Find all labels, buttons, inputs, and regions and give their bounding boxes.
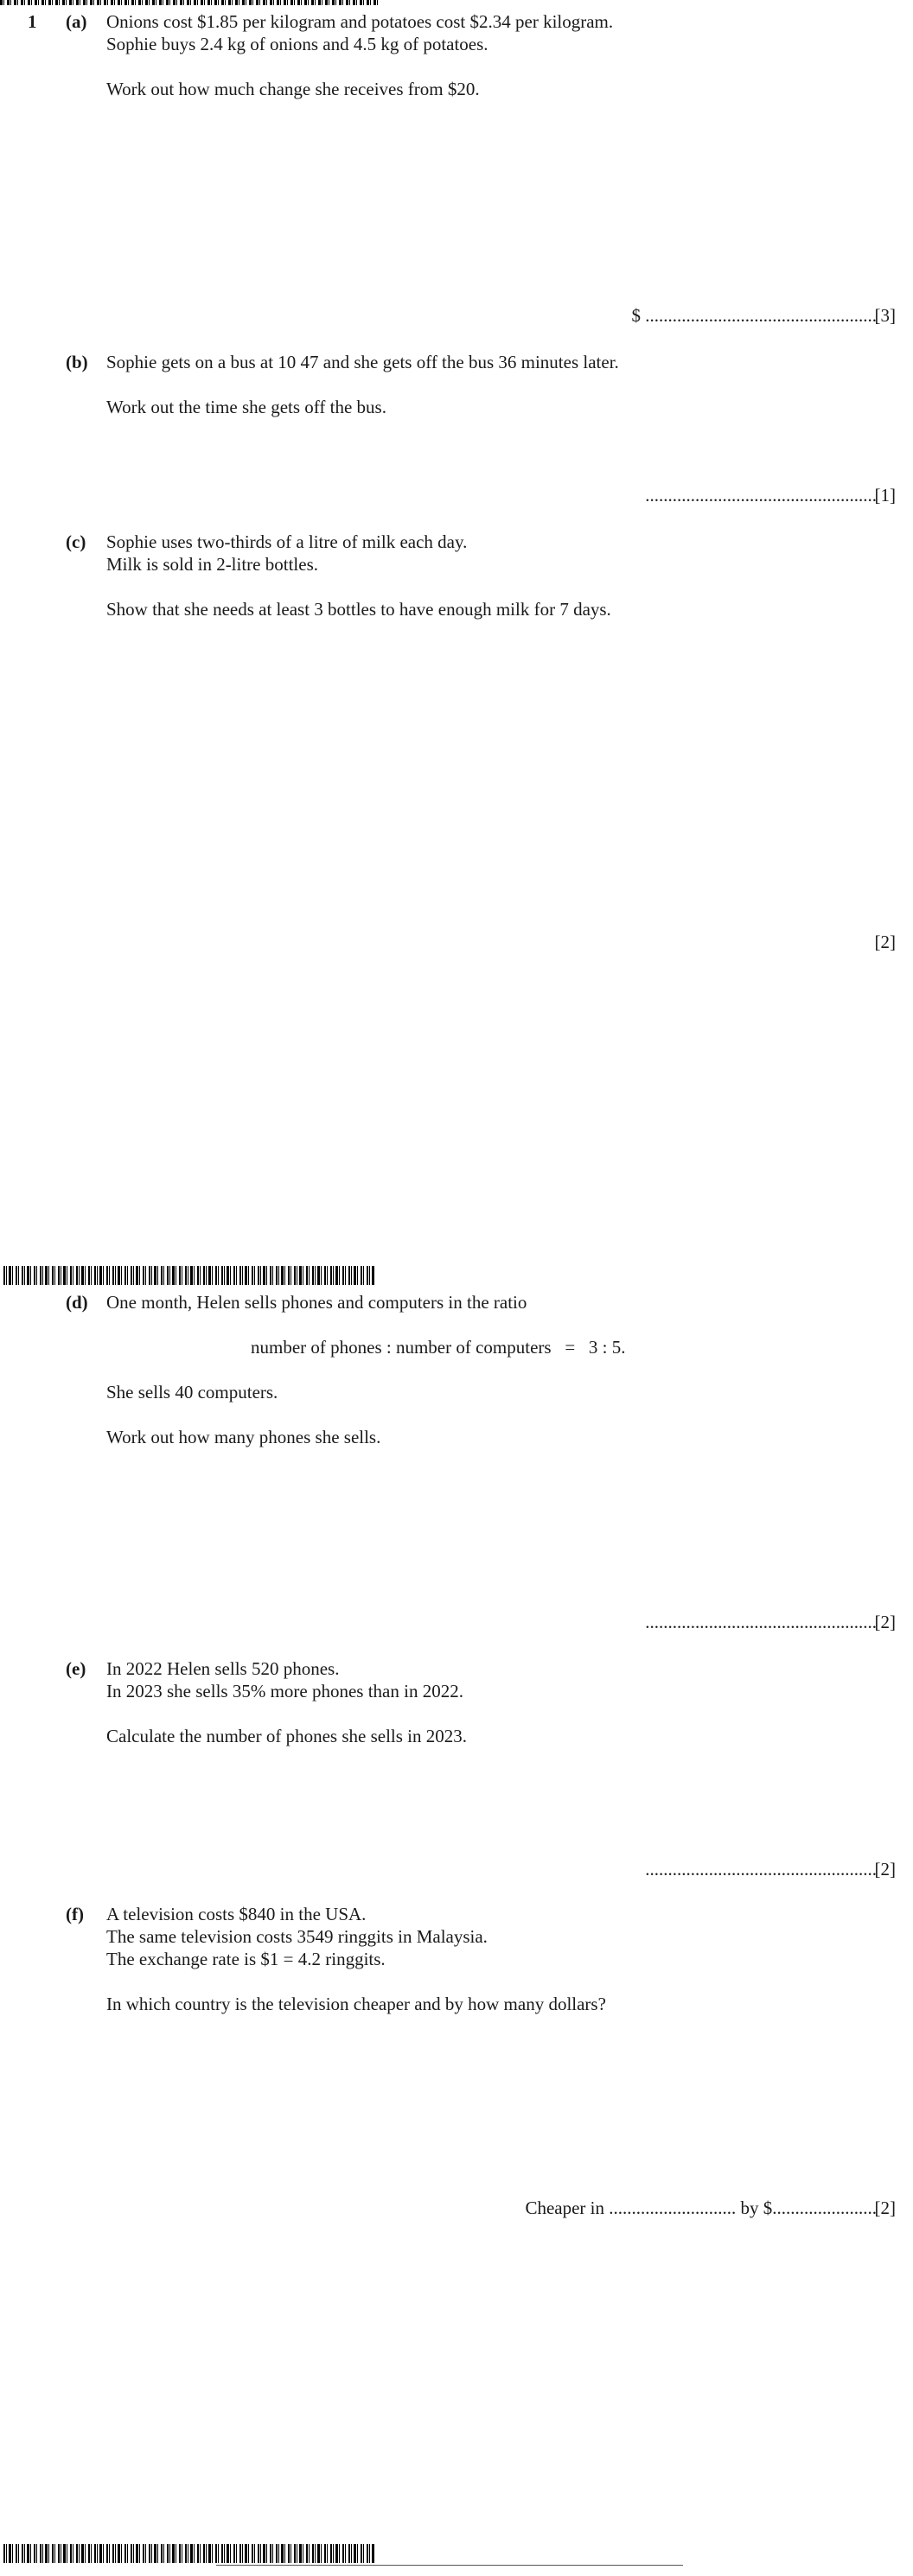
part-c-instruction: Show that she needs at least 3 bottles to have enough milk for 7 days. — [106, 599, 611, 620]
part-b-label: (b) — [66, 352, 88, 372]
page-barcode — [3, 1266, 375, 1285]
part-a-instruction: Work out how much change she receives from $20. — [106, 79, 480, 99]
part-d-mark: [2] — [874, 1612, 896, 1632]
part-f-line2: The same television costs 3549 ringgits in Malaysia. — [106, 1926, 488, 1947]
part-c-label: (c) — [66, 531, 86, 552]
part-f-line1: A television costs $840 in the USA. — [106, 1904, 367, 1924]
part-a-mark: [3] — [874, 305, 896, 326]
part-a-line1: Onions cost $1.85 per kilogram and potatoes cost $2.34 per kilogram. — [106, 11, 614, 32]
part-b-line1: Sophie gets on a bus at 10 47 and she gets off the bus 36 minutes later. — [106, 352, 619, 372]
part-e-instruction: Calculate the number of phones she sells in 2023. — [106, 1726, 467, 1746]
part-f-instruction: In which country is the television cheaper and by how many dollars? — [106, 1994, 606, 2014]
part-c-line2: Milk is sold in 2-litre bottles. — [106, 554, 318, 575]
part-d-line2: She sells 40 computers. — [106, 1382, 278, 1402]
part-d-answer-line[interactable]: ................................................... — [645, 1612, 877, 1632]
part-c-line1: Sophie uses two-thirds of a litre of milk each day. — [106, 531, 468, 552]
part-f-line3: The exchange rate is $1 = 4.2 ringgits. — [106, 1949, 386, 1969]
bottom-barcode — [3, 2544, 375, 2563]
part-a-line2: Sophie buys 2.4 kg of onions and 4.5 kg of potatoes. — [106, 34, 488, 54]
part-f-answer-line[interactable]: Cheaper in ............................ by $....................... — [525, 2198, 877, 2218]
part-d-line1: One month, Helen sells phones and computers in the ratio — [106, 1292, 527, 1313]
part-d-instruction: Work out how many phones she sells. — [106, 1427, 381, 1447]
part-e-label: (e) — [66, 1658, 86, 1679]
part-f-label: (f) — [66, 1904, 84, 1924]
part-a-answer-line[interactable]: $ ................................................... — [631, 305, 877, 326]
part-d-ratio: number of phones : number of computers = 3 : 5. — [251, 1337, 626, 1358]
top-barcode-strip — [0, 0, 380, 5]
footer-box-edge — [216, 2565, 683, 2576]
part-a-label: (a) — [66, 11, 87, 32]
part-e-answer-line[interactable]: ................................................... — [645, 1859, 877, 1880]
part-b-instruction: Work out the time she gets off the bus. — [106, 397, 386, 417]
part-f-mark: [2] — [874, 2198, 896, 2218]
part-e-line2: In 2023 she sells 35% more phones than in 2022. — [106, 1681, 463, 1701]
part-c-mark: [2] — [874, 932, 896, 952]
part-e-line1: In 2022 Helen sells 520 phones. — [106, 1658, 340, 1679]
part-d-label: (d) — [66, 1292, 88, 1313]
part-b-answer-line[interactable]: ................................................... — [645, 485, 877, 506]
question-number: 1 — [28, 11, 37, 32]
part-e-mark: [2] — [874, 1859, 896, 1880]
part-b-mark: [1] — [874, 485, 896, 506]
